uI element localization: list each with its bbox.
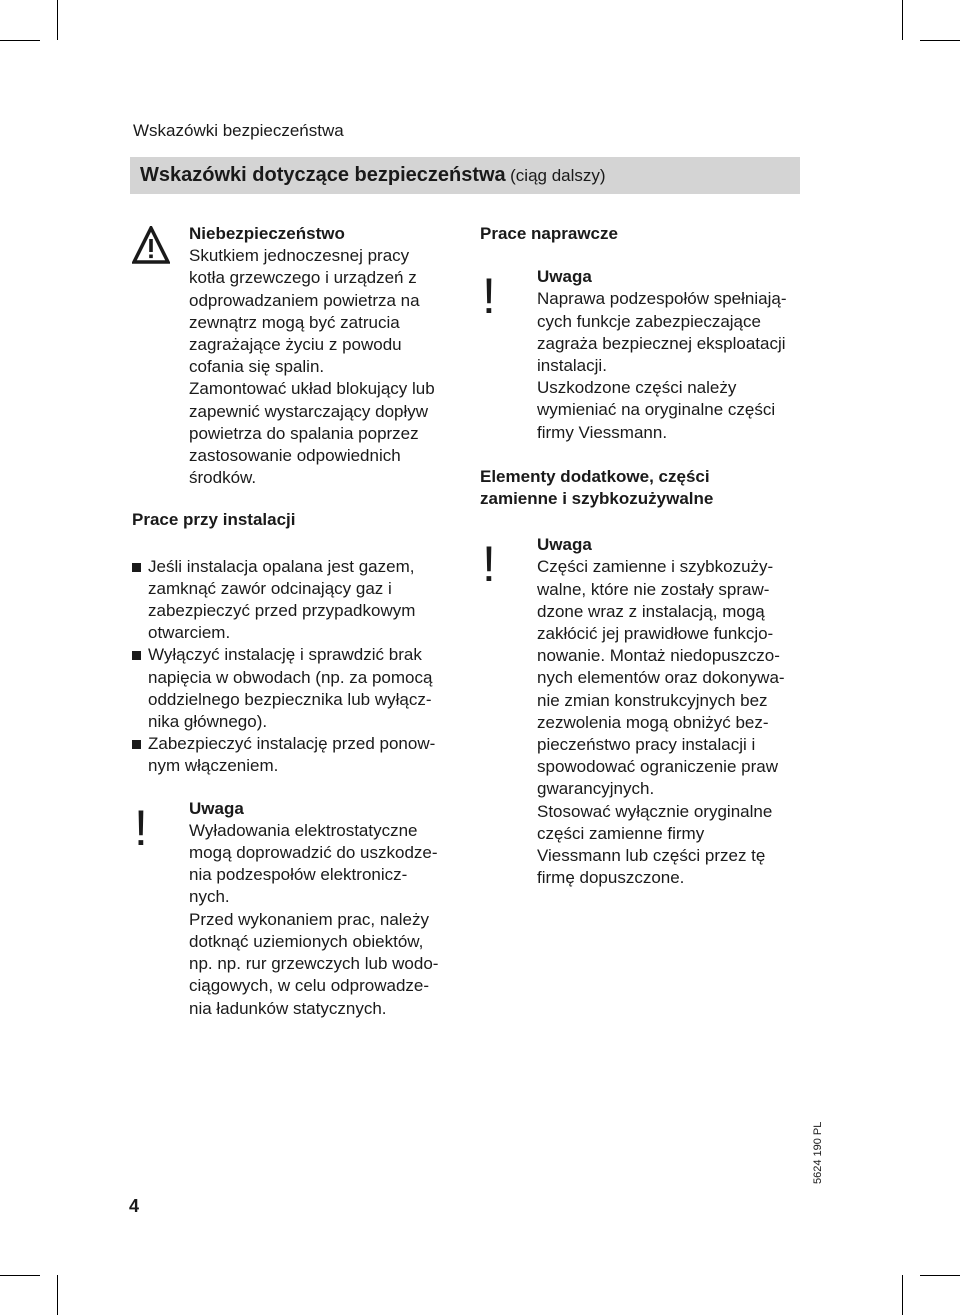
caution-line: Części zamienne i szybkozuży- xyxy=(537,557,774,577)
list-item-line: Jeśli instalacja opalana jest gazem, xyxy=(148,556,415,576)
danger-notice xyxy=(132,223,472,489)
caution-line: firmę dopuszczone. xyxy=(537,868,685,888)
caution-line: wymieniać na oryginalne części xyxy=(537,400,776,420)
list-item-line: otwarciem. xyxy=(148,623,231,643)
crop-mark xyxy=(0,1275,40,1276)
danger-line: Skutkiem jednoczesnej pracy xyxy=(189,246,410,266)
caution-line: cych funkcje zabezpieczające xyxy=(537,311,761,331)
list-item-line: Zabezpieczyć instalację przed ponow- xyxy=(148,734,436,754)
running-header: Wskazówki bezpieczeństwa xyxy=(133,121,344,140)
section-title-suffix: (ciąg dalszy) xyxy=(510,166,606,185)
caution-line: zakłócić jej prawidłowe funkcjo- xyxy=(537,624,774,644)
list-item-line: oddzielnego bezpiecznika lub wyłącz- xyxy=(148,689,432,709)
repair-caution-notice xyxy=(480,266,825,444)
caution-line: nia podzespołów elektronicz- xyxy=(189,865,408,885)
caution-line: dzone wraz z instalacją, mogą xyxy=(537,601,765,621)
caution-line: Stosować wyłącznie oryginalne xyxy=(537,801,773,821)
caution-line: mogą doprowadzić do uszkodze- xyxy=(189,843,438,863)
exclamation-icon: ! xyxy=(482,536,496,593)
caution-line: firmy Viessmann. xyxy=(537,422,668,442)
list-item-line: zamknąć zawór odcinający gaz i xyxy=(148,578,392,598)
exclamation-icon: ! xyxy=(134,799,148,856)
caution-title: Uwaga xyxy=(189,798,244,818)
list-item-line: zabezpieczyć przed przypadkowym xyxy=(148,601,416,621)
caution-line: gwarancyjnych. xyxy=(537,779,655,799)
right-column xyxy=(480,223,825,889)
list-item xyxy=(132,556,472,645)
list-item xyxy=(132,644,472,733)
left-column xyxy=(132,223,472,1020)
caution-line: pieczeństwo pracy instalacji i xyxy=(537,735,756,755)
page-number: 4 xyxy=(129,1196,140,1216)
danger-line: odprowadzaniem powietrza na xyxy=(189,290,420,310)
caution-line: walne, które nie zostały spraw- xyxy=(537,579,770,599)
installation-bullet-list xyxy=(132,556,472,778)
caution-line: dotknąć uziemionych obiektów, xyxy=(189,931,424,951)
crop-mark xyxy=(902,0,903,40)
caution-line: ciągowych, w celu odprowadze- xyxy=(189,976,430,996)
danger-line: powietrza do spalania poprzez xyxy=(189,423,419,443)
caution-line: zezwolenia mogą obniżyć bez- xyxy=(537,712,769,732)
repair-heading: Prace naprawcze xyxy=(480,224,618,243)
parts-heading-line: zamienne i szybkozużywalne xyxy=(480,489,714,509)
caution-line: Przed wykonaniem prac, należy xyxy=(189,909,430,929)
parts-caution-notice xyxy=(480,534,825,889)
danger-line: środków. xyxy=(189,468,257,488)
caution-title: Uwaga xyxy=(537,267,592,287)
parts-heading xyxy=(480,466,825,510)
section-title: Wskazówki dotyczące bezpieczeństwa xyxy=(140,164,506,186)
section-title-bar xyxy=(130,157,800,194)
crop-mark xyxy=(57,0,58,40)
esd-caution-notice xyxy=(132,798,472,1020)
list-item xyxy=(132,733,472,777)
caution-line: Wyładowania elektrostatyczne xyxy=(189,820,418,840)
caution-line: nia ładunków statycznych. xyxy=(189,998,387,1018)
crop-mark xyxy=(920,40,960,41)
danger-line: zagrażające życiu z powodu xyxy=(189,335,402,355)
crop-mark xyxy=(0,40,40,41)
caution-line: Viessmann lub części przez tę xyxy=(537,846,766,866)
caution-line: nowanie. Montaż niedopuszczo- xyxy=(537,646,780,666)
crop-mark xyxy=(902,1275,903,1315)
document-code: 5624 190 PL xyxy=(812,1121,824,1184)
danger-line: zapewnić wystarczający dopływ xyxy=(189,401,429,421)
caution-title: Uwaga xyxy=(537,535,592,555)
installation-heading: Prace przy instalacji xyxy=(132,510,296,530)
caution-line: nych. xyxy=(189,887,230,907)
warning-triangle-icon xyxy=(132,226,170,270)
danger-title: Niebezpieczeństwo xyxy=(189,224,345,243)
exclamation-icon: ! xyxy=(482,268,496,325)
parts-heading-line: Elementy dodatkowe, części xyxy=(480,466,710,486)
danger-line: zastosowanie odpowiednich xyxy=(189,446,401,466)
list-item-line: Wyłączyć instalację i sprawdzić brak xyxy=(148,645,422,665)
list-item-line: nika głównego). xyxy=(148,712,268,732)
list-item-line: napięcia w obwodach (np. za pomocą xyxy=(148,667,433,687)
caution-line: Uszkodzone części należy xyxy=(537,378,737,398)
caution-line: instalacji. xyxy=(537,356,607,376)
danger-line: cofania się spalin. xyxy=(189,357,325,377)
danger-line: Zamontować układ blokujący lub xyxy=(189,379,435,399)
caution-line: części zamienne firmy xyxy=(537,823,705,843)
caution-line: spowodować ograniczenie praw xyxy=(537,757,778,777)
danger-line: zewnątrz mogą być zatrucia xyxy=(189,312,400,332)
crop-mark xyxy=(920,1275,960,1276)
caution-line: Naprawa podzespołów spełniają- xyxy=(537,289,787,309)
danger-line: kotła grzewczego i urządzeń z xyxy=(189,268,417,288)
list-item-line: nym włączeniem. xyxy=(148,756,279,776)
caution-line: zagraża bezpiecznej eksploatacji xyxy=(537,333,786,353)
caution-line: nie zmian konstrukcyjnych bez xyxy=(537,690,768,710)
crop-mark xyxy=(57,1275,58,1315)
caution-line: np. np. rur grzewczych lub wodo- xyxy=(189,954,439,974)
caution-line: nych elementów oraz dokonywa- xyxy=(537,668,785,688)
